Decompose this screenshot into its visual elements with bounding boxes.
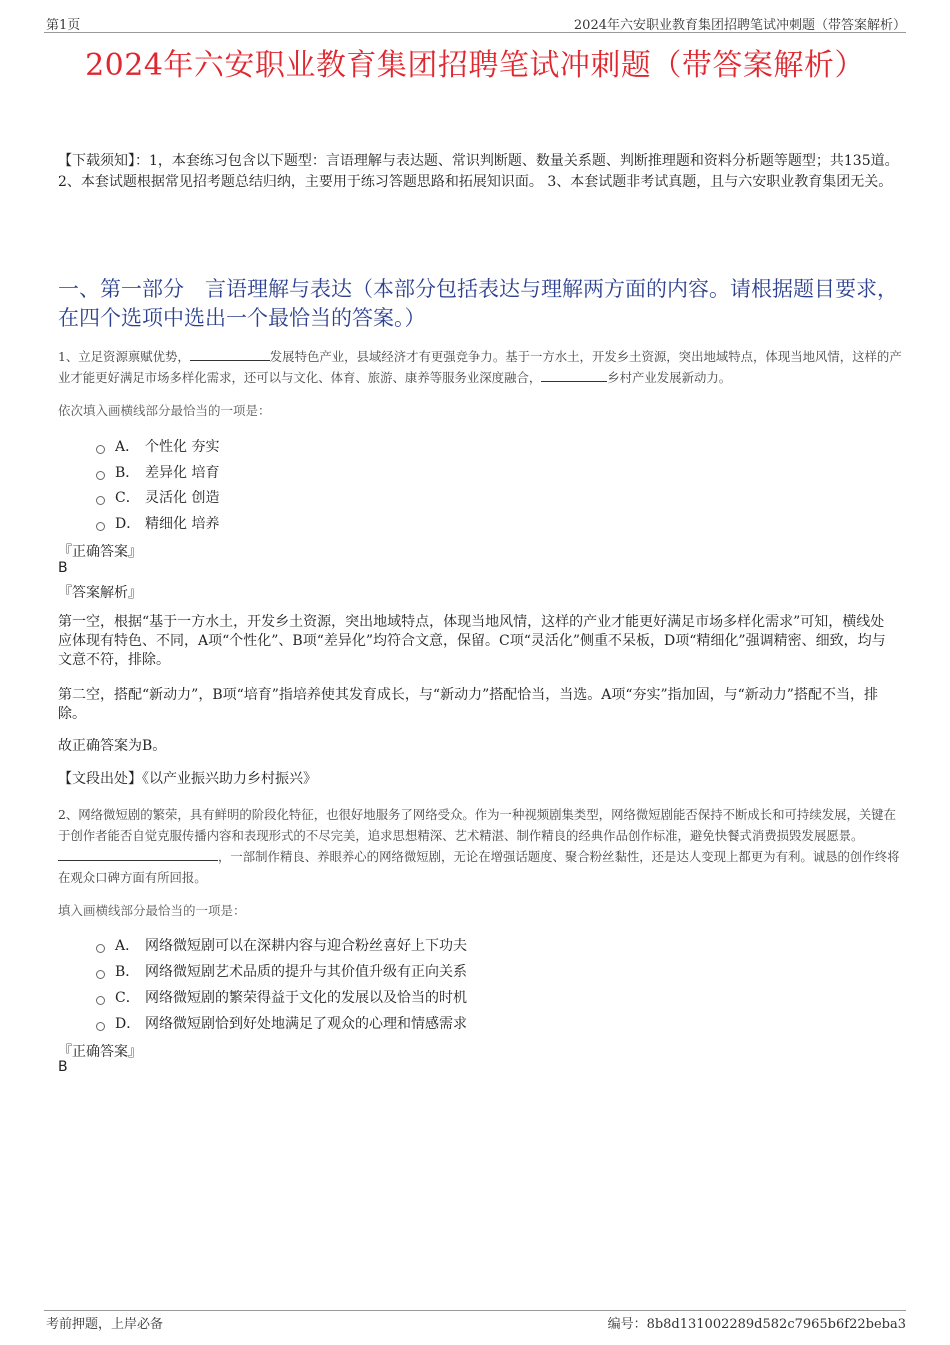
radio-button[interactable] [96,1022,105,1031]
question-2-option-b[interactable]: B． 网络微短剧艺术品质的提升与其价值升级有正向关系 [96,961,467,981]
radio-button[interactable] [96,496,105,505]
question-1-option-b[interactable]: B． 差异化 培育 [96,462,219,482]
section-heading: 一、第一部分 言语理解与表达（本部分包括表达与理解两方面的内容。请根据题目要求，在四个选项中选出一个最恰当的答案。） [58,277,898,330]
header-rule [44,32,906,33]
radio-button[interactable] [96,944,105,953]
analysis-paragraph-1: 第一空，根据“基于一方水土，开发乡土资源，突出地域特点，体现当地风情，这样的产业才能更好满足市场多样化需求”可知，横线处应体现有特色、不同，A项“个性化”、B项“差异化”均符合文意，保留。C项“灵活化”侧重不呆板，D项“精细化”强调精密、细致，均与文意不符，排除。 [58,614,886,668]
footer-document-id: 编号：8b8d131002289d582c7965b6f22beba3 [607,1317,906,1332]
question-2-option-c[interactable]: C． 网络微短剧的繁荣得益于文化的发展以及恰当的时机 [96,987,467,1007]
radio-button[interactable] [96,970,105,979]
footer-slogan: 考前押题，上岸必备 [46,1317,164,1332]
analysis-paragraph-2: 第二空，搭配“新动力”，B项“培育”指培养使其发育成长，与“新动力”搭配恰当，当选。A项“夯实”指加固，与“新动力”搭配不当，排除。 [58,687,878,722]
question-1-option-a[interactable]: A． 个性化 夯实 [96,436,219,456]
page-number: 第1页 [46,18,81,33]
footer-rule [44,1310,906,1311]
answer-value: B [58,560,68,576]
question-1-stem: 1、立足资源禀赋优势， 发展特色产业，县域经济才有更强竞争力。基于一方水土，开发乡土资源，突出地域特点，体现当地风情，这样的产业才能更好满足市场多样化需求，还可以与文化、体育、旅游、康养等服务业深度融合， 乡村产业发展新动力。 [58,349,902,385]
question-2-prompt: 填入画横线部分最恰当的一项是： [58,903,246,918]
analysis-conclusion: 故正确答案为B。 [58,738,167,754]
fill-blank [541,368,607,382]
document-title: 2024年六安职业教育集团招聘笔试冲刺题（带答案解析） [85,48,865,83]
question-1-option-c[interactable]: C． 灵活化 创造 [96,487,219,507]
question-2-option-d[interactable]: D． 网络微短剧恰到好处地满足了观众的心理和情感需求 [96,1013,467,1033]
answer-value: B [58,1059,68,1075]
text-source: 【文段出处】《以产业振兴助力乡村振兴》 [58,771,317,787]
question-2-option-a[interactable]: A． 网络微短剧可以在深耕内容与迎合粉丝喜好上下功夫 [96,935,467,955]
radio-button[interactable] [96,471,105,480]
question-2-stem: 2、网络微短剧的繁荣，具有鲜明的阶段化特征，也很好地服务了网络受众。作为一种视频剧集类型，网络微短剧能否保持不断成长和可持续发展，关键在于创作者能否自觉克服传播内容和表现形式的不尽完美，追求思想精深、艺术精湛、制作精良的经典作品创作标准，避免快餐式消费损毁发展愿景。，一部制作精良、养眼养心的网络微短剧，无论在增强话题度、聚合粉丝黏性，还是达人变现上都更为有利。诚恳的创作终将在观众口碑方面有所回报。 [58,807,900,885]
running-header-title: 2024年六安职业教育集团招聘笔试冲刺题（带答案解析） [573,18,906,33]
analysis-label: 『答案解析』 [58,585,142,601]
answer-label: 『正确答案』 [58,544,142,560]
question-1-option-d[interactable]: D． 精细化 培养 [96,513,219,533]
radio-button[interactable] [96,445,105,454]
fill-blank [190,347,270,361]
fill-blank [58,847,218,861]
radio-button[interactable] [96,996,105,1005]
question-1-prompt: 依次填入画横线部分最恰当的一项是： [58,403,271,418]
answer-label: 『正确答案』 [58,1044,142,1060]
radio-button[interactable] [96,522,105,531]
download-notice: 【下载须知】：1，本套练习包含以下题型：言语理解与表达题、常识判断题、数量关系题、判断推理题和资料分析题等题型；共135道。 2、本套试题根据常见招考题总结归纳，主要用于练习答题思路和拓展知识面。 3、本套试题非考试真题，且与六安职业教育集团无关。 [58,153,899,190]
